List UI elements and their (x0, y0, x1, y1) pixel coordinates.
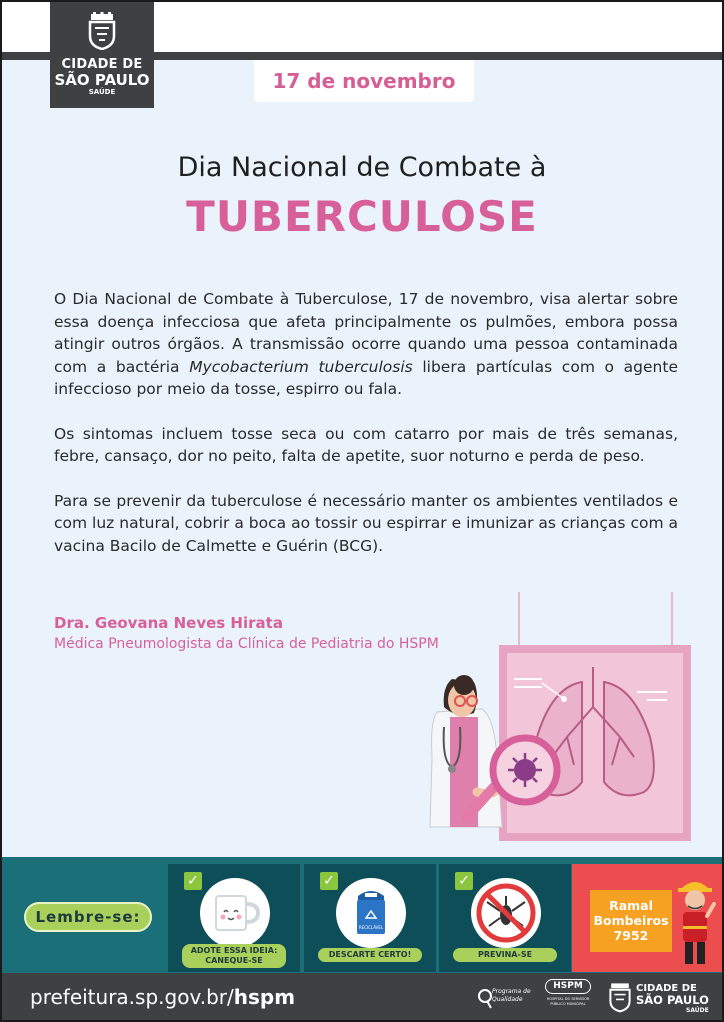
paragraph-2: Os sintomas incluem tosse seca ou com catarro por mais de três semanas, febre, cansaço, dor no peito, falta de apetite, suor noturno e perda de peso. (54, 424, 678, 465)
paragraph-1 (54, 288, 678, 401)
logo-line1: CIDADE DE (61, 57, 143, 72)
quality-icon (478, 983, 492, 1009)
hspm-logo (542, 979, 594, 1015)
lembre-se-badge: Lembre-se: (24, 902, 152, 932)
logo-line2: SÃO PAULO (54, 71, 150, 89)
author-name: Dra. Geovana Neves Hirata (54, 614, 283, 632)
title-main: TUBERCULOSE (186, 192, 538, 241)
city-line2: SÃO PAULO (636, 993, 709, 1007)
card-mosquito (439, 864, 571, 972)
ramal-number: 7952 (613, 928, 649, 943)
card-label: DESCARTE CERTO! (318, 948, 422, 962)
p1-species: Mycobacterium tuberculosis (189, 357, 413, 376)
mug-icon (200, 878, 270, 948)
card-label: ADOTE ESSA IDEIA: CANEQUE-SE (182, 944, 286, 968)
card-recycle (304, 864, 436, 972)
p1-text-end: libera partículas com o agente infeccioso por meio da tosse, espirro ou fala. (54, 357, 678, 398)
title-line1: Dia Nacional de Combate à (177, 152, 547, 183)
hspm-sub1: HOSPITAL DO SERVIDOR (546, 997, 590, 1001)
date-badge: 17 de novembro (254, 60, 474, 102)
city-line3: SAÚDE (686, 1007, 709, 1014)
hspm-name: HSPM (545, 979, 591, 994)
bin-text: RECICLÁVEL (358, 925, 384, 930)
ramal-line2: Bombeiros (593, 913, 669, 928)
check-icon: ✓ (320, 872, 338, 890)
card-label: PREVINA-SE (453, 948, 557, 962)
ramal-line1: Ramal (609, 898, 653, 913)
crest-icon (608, 981, 632, 1013)
city-logo (50, 2, 154, 108)
city-line1: CIDADE DE (636, 983, 697, 994)
firefighter-panel (572, 864, 722, 972)
virus-icon (514, 759, 536, 781)
url-plain: prefeitura.sp.gov.br/ (30, 985, 234, 1009)
crest-icon (87, 12, 117, 50)
p1-text: O Dia Nacional de Combate à Tuberculose, 17 de novembro, visa alertar sobre essa doença infecciosa que afeta principalmente os pulmões, embora possa atingir outros órgãos. A transmissão ocorre quando uma pessoa contaminada com a bactéria (54, 290, 678, 376)
ramal-box (590, 890, 672, 952)
card-mug (168, 864, 300, 972)
author-role: Médica Pneumologista da Clínica de Pediatria do HSPM (54, 636, 439, 652)
url-bold: hspm (233, 985, 296, 1009)
logo-line3: SAÚDE (88, 88, 116, 96)
footer-url (30, 985, 295, 1009)
card-circle (471, 878, 541, 948)
programa-line2: Qualidade (492, 996, 523, 1003)
hspm-sub2: PÚBLICO MUNICIPAL (550, 1002, 586, 1006)
footer-city-logo (606, 979, 718, 1019)
card-circle (336, 878, 406, 948)
check-icon: ✓ (184, 872, 202, 890)
recycle-bin-icon (336, 878, 406, 948)
doctor-lungs-illustration (382, 587, 702, 857)
card-circle (200, 878, 270, 948)
body-text (54, 288, 678, 579)
firefighter-icon (674, 874, 716, 970)
programa-line1: Programa de (492, 988, 531, 995)
no-mosquito-icon (471, 878, 541, 948)
check-icon: ✓ (455, 872, 473, 890)
paragraph-3: Para se prevenir da tuberculose é necessário manter os ambientes ventilados e com luz natural, cobrir a boca ao tossir ou espirrar e imunizar as crianças com a vacina Bacilo de Calmette e Guérin (BCG). (54, 491, 678, 555)
